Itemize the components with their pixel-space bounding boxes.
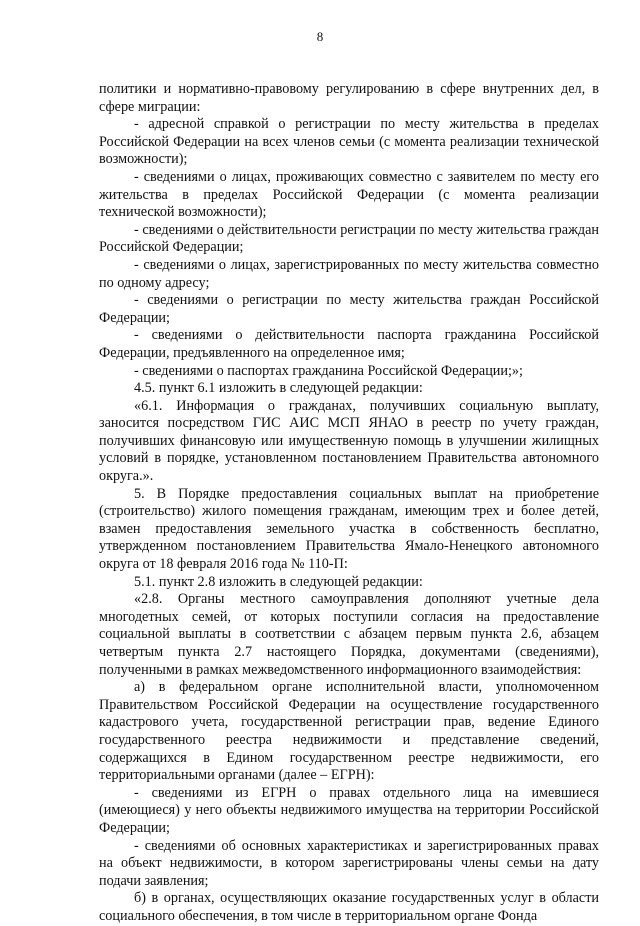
paragraph: - сведениями из ЕГРН о правах отдельного лица на имевшиеся (имеющиеся) у него объекты недвижимого имущества на территории Российской Федерации; — [99, 784, 599, 836]
paragraph: - сведениями о регистрации по месту жительства граждан Российской Федерации; — [99, 292, 599, 326]
paragraph: «2.8. Органы местного самоуправления дополняют учетные дела многодетных семей, от которых поступили согласия на предоставление социальной выплаты в соответствии с абзацем первым пункта 2.6, абзацем четвертым пункта 2.7 настоящего Порядка, документами (сведениями), полученными в рамках межведомственного информационного взаимодействия: — [99, 591, 599, 678]
paragraph: а) в федеральном органе исполнительной власти, уполномоченном Правительством Российской Федерации на осуществление государственного кадастрового учета, государственной регистрации прав, ведение Единого государственного реестра недвижимости и представление сведений, содержащихся в Едином государственном реестре недвижимости, его территориальными органами (далее – ЕГРН): — [99, 679, 599, 784]
paragraph: «6.1. Информация о гражданах, получивших социальную выплату, заносится посредством ГИС АИС МСП ЯНАО в реестр по учету граждан, получивших финансовую или имущественную помощь в улучшении жилищных условий в порядке, установленном постановлением Правительства автономного округа.». — [99, 397, 599, 485]
paragraph: - сведениями о действительности паспорта гражданина Российской Федерации, предъявленного на определенное имя; — [99, 327, 599, 361]
paragraph: политики и нормативно-правовому регулированию в сфере внутренних дел, в сфере миграции: — [99, 81, 599, 115]
paragraph: б) в органах, осуществляющих оказание государственных услуг в области социального обеспечения, в том числе в территориальном органе Фонда — [99, 890, 599, 924]
paragraph: - сведениями о действительности регистрации по месту жительства граждан Российской Федерации; — [99, 221, 599, 256]
paragraph: - адресной справкой о регистрации по месту жительства в пределах Российской Федерации на всех членов семьи (с момента реализации технической возможности); — [99, 116, 599, 168]
paragraph: - сведениями об основных характеристиках и зарегистрированных правах на объект недвижимости, в котором зарегистрированы члены семьи на дату подачи заявления; — [99, 837, 599, 889]
paragraph: - сведениями о паспортах гражданина Российской Федерации;»; — [134, 362, 523, 379]
document-body — [99, 81, 599, 926]
paragraph: 5. В Порядке предоставления социальных выплат на приобретение (строительство) жилого помещения гражданам, имеющим трех и более детей, взамен предоставления земельного участка в собственность бесплатно, утвержденном постановлением Правительства Ямало-Ненецкого автономного округа от 18 февраля 2016 года № 110-П: — [99, 485, 599, 573]
paragraph: 4.5. пункт 6.1 изложить в следующей редакции: — [134, 380, 423, 397]
page-number: 8 — [316, 29, 324, 44]
paragraph: - сведениями о лицах, зарегистрированных по месту жительства совместно по одному адресу; — [99, 256, 599, 291]
paragraph: 5.1. пункт 2.8 изложить в следующей редакции: — [134, 573, 423, 590]
paragraph: - сведениями о лицах, проживающих совместно с заявителем по месту его жительства в пределах Российской Федерации (с момента реализации технической возможности); — [99, 168, 599, 221]
